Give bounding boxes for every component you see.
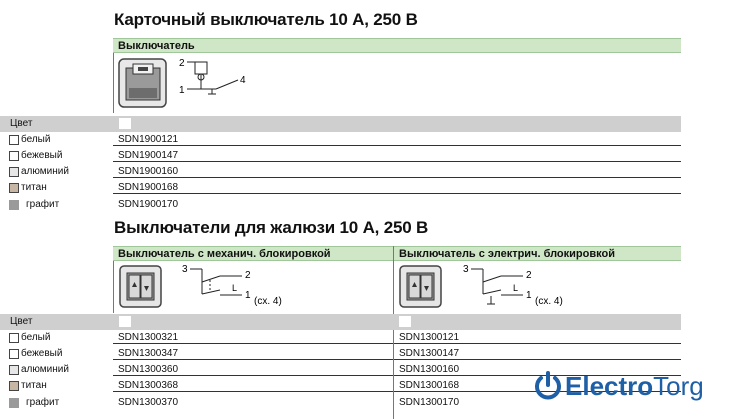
empty-swatch (399, 316, 411, 327)
color-row-titan (9, 380, 47, 392)
power-icon (533, 370, 563, 402)
blind-switch-mech-picture (119, 265, 163, 309)
color-row-aluminium (9, 166, 69, 178)
terminal-2-label: 2 (526, 270, 532, 281)
ref-cell: SDN1300368 (113, 380, 393, 392)
ref-cell: SDN1300321 (113, 332, 393, 344)
scheme-note: (сх. 4) (535, 296, 563, 307)
blind-switch-elec-diagram (461, 262, 573, 308)
terminal-4-label: 4 (240, 75, 246, 86)
electrotorg-logo (533, 370, 704, 402)
color-row-titan (9, 182, 47, 194)
ref-cell: SDN1900170 (118, 199, 179, 210)
ref-cell: SDN1900147 (113, 150, 681, 162)
ref-cell: SDN1900160 (113, 166, 681, 178)
color-label: Цвет (10, 316, 33, 327)
ref-cell: SDN1900168 (113, 182, 681, 194)
color-row-white (9, 134, 50, 146)
scheme-note: (сх. 4) (254, 296, 282, 307)
swatch (9, 167, 19, 177)
color-name: титан (21, 380, 47, 391)
terminal-3-label: 3 (463, 264, 469, 275)
swatch (9, 183, 19, 193)
section1-column-header: Выключатель (113, 38, 681, 53)
color-name: бежевый (21, 348, 63, 359)
card-switch-picture (118, 58, 168, 110)
card-switch-wiring-diagram (176, 56, 251, 100)
color-label: Цвет (10, 118, 33, 129)
color-name: белый (21, 134, 51, 145)
color-name: титан (21, 182, 47, 193)
ref-cell: SDN1300360 (113, 364, 393, 376)
terminal-1-label: 1 (526, 290, 532, 301)
swatch (9, 381, 19, 391)
divider (113, 261, 114, 313)
ref-cell: SDN1300121 (394, 332, 681, 344)
L-label: L (232, 283, 238, 293)
swatch (9, 200, 19, 210)
terminal-3-label: 3 (182, 264, 188, 275)
swatch (9, 151, 19, 161)
terminal-2-label: 2 (245, 270, 251, 281)
terminal-1-label: 1 (179, 85, 185, 96)
color-name: алюминий (21, 364, 69, 375)
empty-swatch (119, 118, 131, 129)
section2-title: Выключатели для жалюзи 10 А, 250 В (114, 218, 429, 237)
swatch (9, 135, 19, 145)
ref-cell: SDN1300168 (394, 380, 681, 392)
swatch (9, 365, 19, 375)
ref-cell: SDN1900121 (113, 134, 681, 146)
color-name: бежевый (21, 150, 63, 161)
empty-swatch (119, 316, 131, 327)
color-row-graphite (9, 199, 59, 211)
color-row-beige (9, 150, 62, 162)
terminal-1-label: 1 (245, 290, 251, 301)
color-name: белый (21, 332, 51, 343)
color-name: алюминий (21, 166, 69, 177)
blind-switch-elec-picture (399, 265, 443, 309)
logo-text: Electro (565, 370, 654, 401)
divider (113, 53, 114, 113)
L-label: L (513, 283, 519, 293)
color-row-beige (9, 348, 62, 360)
color-row-aluminium (9, 364, 69, 376)
color-name: графит (26, 199, 60, 210)
logo-text-2: Torg (653, 370, 704, 401)
ref-cell: SDN1300160 (394, 364, 681, 376)
color-name: графит (26, 397, 60, 408)
swatch (9, 349, 19, 359)
swatch (9, 333, 19, 343)
color-row-graphite (9, 397, 59, 409)
blind-switch-mech-diagram (180, 262, 292, 308)
ref-cell: SDN1300347 (113, 348, 393, 360)
terminal-2-label: 2 (179, 58, 185, 69)
section2-col2-header: Выключатель с электрич. блокировкой (394, 246, 681, 261)
ref-cell: SDN1300370 (118, 397, 179, 408)
section2-col1-header: Выключатель с механич. блокировкой (113, 246, 393, 261)
ref-cell: SDN1300170 (399, 397, 460, 408)
ref-cell: SDN1300147 (394, 348, 681, 360)
color-row-white (9, 332, 50, 344)
color-header-bar (0, 116, 681, 132)
swatch (9, 398, 19, 408)
color-header-bar (0, 314, 681, 330)
section1-title: Карточный выключатель 10 А, 250 В (114, 10, 418, 29)
